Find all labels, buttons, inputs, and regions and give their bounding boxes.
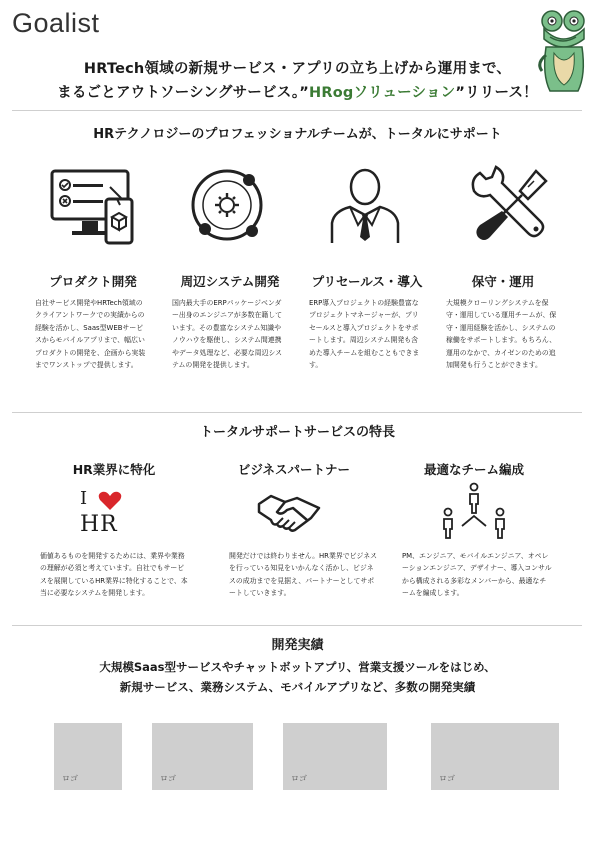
results-section-title: 開発実績	[271, 638, 324, 653]
goalist-logo: Goalist	[12, 8, 100, 38]
service-desc-product: 自社サービス開発やHRTech領域のクライアントワークでの実績からの経験を活かし、Saas型WEBサービスからモバイルアプリまで、幅広いプロダクトの開発を、企画から実装までワンストップで提供します。	[35, 299, 146, 370]
feature-title-hr: HR業界に特化	[72, 462, 156, 477]
divider	[12, 412, 582, 413]
logo-placeholder-label: ロゴ	[160, 774, 176, 783]
service-desc-maintenance: 大規模クローリングシステムを保守・運用している運用チームが、保守・運用経験を活かし、システムの稼働をサポートします。もちろん、運用のなかで、カイゼンのための追加開発も行うことができます。	[446, 299, 557, 370]
feature-title-team: 最適なチーム編成	[423, 462, 524, 477]
headline-line1: HRTech領域の新規サービス・アプリの立ち上げから運用まで、	[83, 61, 512, 77]
results-desc-line2: 新規サービス、業務システム、モバイルアプリなど、多数の開発実績	[119, 680, 476, 694]
service-desc-presales: ERP導入プロジェクトの経験豊富なプロジェクトマネージャーが、プリセールスと導入プロジェクトをサポートします。周辺システム開発も含めた導入チームを組むこともできます。	[309, 299, 420, 370]
team-structure-icon	[440, 482, 508, 544]
divider	[12, 110, 582, 111]
services-section-title: HRテクノロジーのプロフェッショナルチームが、トータルにサポート	[93, 127, 502, 142]
service-title-system: 周辺システム開発	[180, 274, 280, 289]
service-title-product: プロダクト開発	[49, 274, 137, 289]
orbit-gear-icon	[182, 165, 272, 245]
wrench-screwdriver-icon	[466, 165, 556, 245]
logo-placeholder-label: ロゴ	[291, 774, 307, 783]
service-desc-system: 国内最大手のERPパッケージベンダー出身のエンジニアが多数在籍しています。その豊富なシステム知識やノウハウを駆使し、システム間連携やデータ処理など、必要な周辺システムの開発を提供します。	[172, 299, 283, 370]
headline-line2	[0, 81, 595, 102]
hrog-solution-brand: HRogソリューション	[309, 85, 456, 101]
i-letter: I	[80, 488, 88, 509]
features-section-title: トータルサポートサービスの特長	[199, 425, 395, 440]
hr-letters: HR	[80, 512, 118, 537]
feature-title-partner: ビジネスパートナー	[237, 462, 351, 477]
handshake-icon	[257, 490, 321, 534]
results-desc-line1: 大規模Saas型サービスやチャットボットアプリ、営業支援ツールをはじめ、	[99, 660, 496, 674]
divider	[12, 625, 582, 626]
service-title-presales: プリセールス・導入	[311, 274, 423, 289]
logo-placeholder-label: ロゴ	[62, 774, 78, 783]
results-description	[0, 657, 595, 697]
headline-line2-suffix: ”リリース！	[455, 85, 538, 101]
feature-desc-partner: 開発だけでは終わりません。HR業界でビジネスを行っている知見をいかんなく活かし、ビジネスの成功までを見据え、パートナーとしてサポートしていきます。	[229, 552, 377, 598]
service-title-maintenance: 保守・運用	[471, 274, 535, 289]
feature-desc-hr: 価値あるものを開発するためには、業界や業務の理解が必須と考えています。自社でもサービスを展開しているHR業界に特化することで、本当に必要なシステムを開発します。	[40, 552, 188, 598]
headline-line2-prefix: まるごとアウトソーシングサービス。”	[57, 85, 310, 101]
businessman-icon	[320, 165, 410, 245]
client-logo-placeholder	[54, 723, 122, 790]
heart-icon	[98, 491, 122, 511]
feature-desc-team: PM、エンジニア、モバイルエンジニア、オペレーションエンジニア、デザイナー、導入コンサルから構成される多彩なメンバーから、最適なチームを編成します。	[402, 552, 552, 598]
logo-placeholder-label: ロゴ	[439, 774, 455, 783]
client-logo-placeholder	[431, 723, 559, 790]
monitor-devices-icon	[48, 165, 138, 245]
client-logo-placeholder	[283, 723, 387, 790]
client-logo-placeholder	[152, 723, 253, 790]
i-love-hr-icon	[78, 488, 134, 544]
